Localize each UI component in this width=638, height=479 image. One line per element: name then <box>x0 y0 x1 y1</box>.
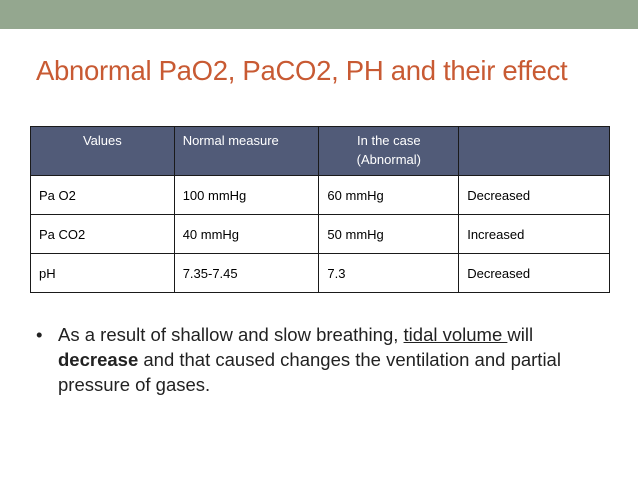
blood-gas-table <box>30 126 610 293</box>
bullet-marker: • <box>36 324 43 345</box>
table-cell: pH <box>31 254 175 293</box>
bullet-text-part1: As a result of shallow and slow breathing, <box>58 324 404 345</box>
table-cell: 100 mmHg <box>174 176 319 215</box>
decrease-term: decrease <box>58 349 139 370</box>
table-cell: 7.35-7.45 <box>174 254 319 293</box>
tidal-volume-term: tidal volume <box>403 324 508 345</box>
bullet-text-part2: will <box>507 324 534 345</box>
header-in-the-case-line2: (Abnormal) <box>356 152 421 167</box>
bullet-text-part3: and that caused changes the ventilation and partial pressure of gases. <box>58 349 561 395</box>
table-cell: Increased <box>459 215 610 254</box>
bullet-text <box>58 322 614 397</box>
slide-title: Abnormal PaO2, PaCO2, PH and their effect <box>36 55 568 86</box>
table-row <box>31 215 610 254</box>
table-cell: 7.3 <box>319 254 459 293</box>
table-cell: Pa O2 <box>31 176 175 215</box>
table-cell: Decreased <box>459 254 610 293</box>
header-effect <box>459 127 610 176</box>
table-cell: Pa CO2 <box>31 215 175 254</box>
table-header-row <box>31 127 610 176</box>
header-normal-measure: Normal measure <box>174 127 319 176</box>
table-row <box>31 176 610 215</box>
table-cell: Decreased <box>459 176 610 215</box>
header-in-the-case-line1: In the case <box>357 133 421 148</box>
table-cell: 40 mmHg <box>174 215 319 254</box>
table-cell: 50 mmHg <box>319 215 459 254</box>
table-row <box>31 254 610 293</box>
header-in-the-case <box>319 127 459 176</box>
header-values: Values <box>31 127 175 176</box>
top-accent-bar <box>0 0 638 29</box>
table-cell: 60 mmHg <box>319 176 459 215</box>
bullet-point <box>36 322 614 397</box>
